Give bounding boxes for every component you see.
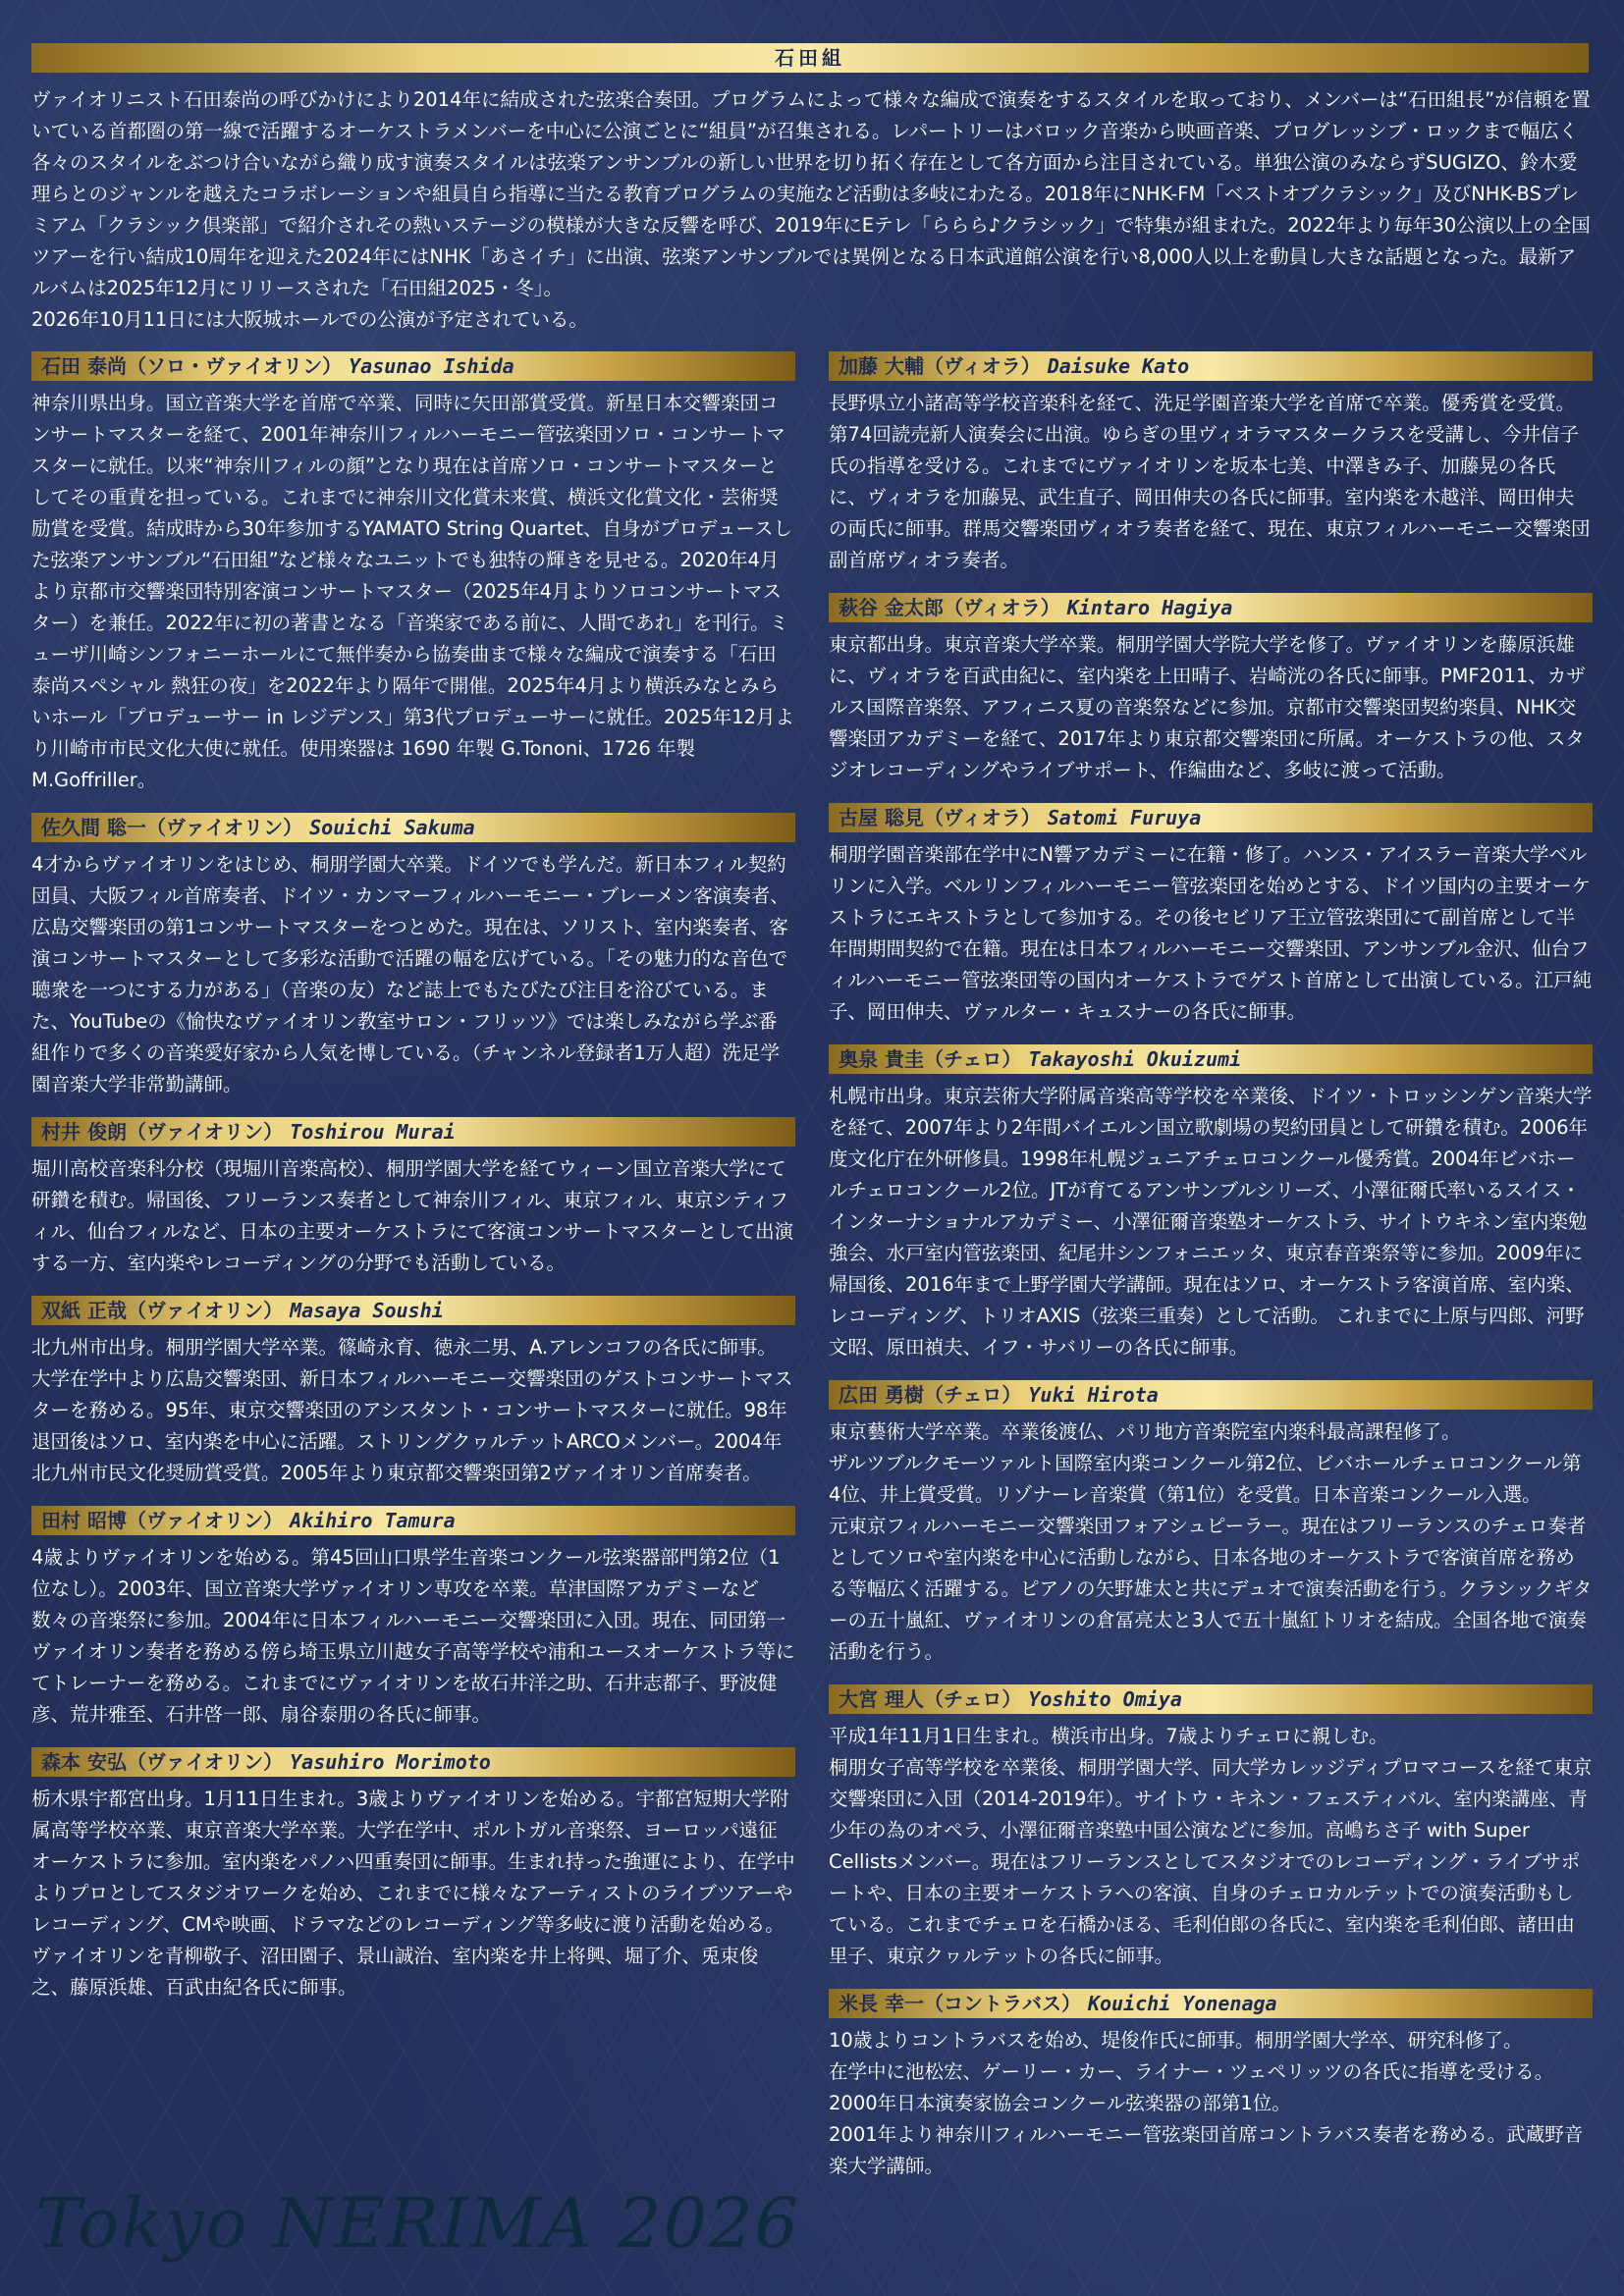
member-profile [31, 1506, 795, 1731]
member-profile [829, 351, 1593, 576]
member-name-bar [829, 593, 1593, 622]
member-name: 双紙 正哉（ヴァイオリン） [41, 1299, 284, 1322]
group-intro: ヴァイオリニスト石田泰尚の呼びかけにより2014年に結成された弦楽合奏団。プログラムによって様々な編成で演奏をするスタイルを取っており、メンバーは“石田組長”が信頼を置いている首都圏の第一線で活躍するオーケストラメンバーを中心に公演ごとに“組員”が召集される。レパートリーはバロック音楽から映画音楽、プログレッシブ・ロックまで幅広く各々のスタイルをぶつけ合いながら織り成す演奏スタイルは弦楽アンサンブルの新しい世界を切り拓く存在として各方面から注目されている。単独公演のみならずSUGIZO、鈴木愛理らとのジャンルを越えたコラボレーションや組員自ら指導に当たる教育プログラムの実施など活動は多岐にわたる。2018年にNHK-FM「ベストオブクラシック」及びNHK-BSプレミアム「クラシック倶楽部」で紹介されその熱いステージの模様が大きな反響を呼び、2019年にEテレ「ららら♪クラシック」で特集が組まれた。2022年より毎年30公演以上の全国ツアーを行い結成10周年を迎えた2024年にはNHK「あさイチ」に出演、弦楽アンサンブルでは異例となる日本武道館公演を行い8,000人以上を動員し大きな話題となった。最新アルバムは2025年12月にリリースされた「石田組2025・冬」。 2026年10月11日には大阪城ホールでの公演が予定されている。 [31, 88, 1591, 331]
member-romaji: Satomi Furuya [1047, 806, 1202, 829]
member-name-bar [829, 1989, 1593, 2018]
member-romaji: Yoshito Omiya [1028, 1687, 1182, 1711]
member-name: 萩谷 金太郎（ヴィオラ） [839, 596, 1060, 619]
member-bio: 東京都出身。東京音楽大学卒業。桐朋学園大学院大学を修了。ヴァイオリンを藤原浜雄に、ヴィオラを百武由紀に、室内楽を上田晴子、岩崎洸の各氏に師事。PMF2011、カザルス国際音楽祭、アフィニス夏の音楽祭などに参加。京都市交響楽団契約楽員、NHK交響楽団アカデミーを経て、2017年より東京都交響楽団に所属。オーケストラの他、スタジオレコーディングやライブサポート、作編曲など、多岐に渡って活動。 [829, 633, 1586, 781]
group-title-bar [31, 43, 1589, 73]
member-profile [829, 1380, 1593, 1668]
member-name: 村井 俊朗（ヴァイオリン） [41, 1120, 284, 1144]
member-bio: 10歳よりコントラバスを始め、堤俊作氏に師事。桐朋学園大学卒、研究科修了。 在学中に池松宏、ゲーリー・カー、ライナー・ツェペリッツの各氏に指導を受ける。 2000年日本演奏家協会コンクール弦楽器の部第1位。 2001年より神奈川フィルハーモニー管弦楽団首席コントラバス奏者を務める。武蔵野音楽大学講師。 [829, 2029, 1584, 2177]
member-name-bar [31, 813, 795, 842]
member-name-bar [31, 1747, 795, 1777]
member-romaji: Daisuke Kato [1047, 354, 1190, 378]
member-name-bar [31, 1296, 795, 1325]
member-bio: 長野県立小諸高等学校音楽科を経て、洗足学園音楽大学を首席で卒業。優秀賞を受賞。第74回読売新人演奏会に出演。ゆらぎの里ヴィオラマスタークラスを受講し、今井信子氏の指導を受ける。これまでにヴァイオリンを坂本七美、中澤きみ子、加藤晃の各氏に、ヴィオラを加藤晃、武生直子、岡田伸夫の各氏に師事。室内楽を木越洋、岡田伸夫の両氏に師事。群馬交響楽団ヴィオラ奏者を経て、現在、東京フィルハーモニー交響楽団副首席ヴィオラ奏者。 [829, 392, 1591, 571]
member-romaji: Yuki Hirota [1028, 1383, 1159, 1407]
member-name: 大宮 理人（チェロ） [839, 1687, 1022, 1711]
member-name: 古屋 聡見（ヴィオラ） [839, 806, 1041, 829]
member-bio: 栃木県宇都宮出身。1月11日生まれ。3歳よりヴァイオリンを始める。宇都宮短期大学附属高等学校卒業、東京音楽大学卒業。大学在学中、ポルトガル音楽祭、ヨーロッパ遠征オーケストラに参加。室内楽をパノハ四重奏団に師事。生まれ持った強運により、在学中よりプロとしてスタジオワークを始め、これまでに様々なアーティストのライブツアーやレコーディング、CMや映画、ドラマなどのレコーディング等多岐に渡り活動を始める。ヴァイオリンを青柳敬子、沼田園子、景山誠治、室内楽を井上将興、堀了介、兎束俊之、藤原浜雄、百武由紀各氏に師事。 [31, 1788, 795, 1999]
member-profile [31, 1296, 795, 1489]
member-bio: 北九州市出身。桐朋学園大学卒業。篠崎永育、徳永二男、A.アレンコフの各氏に師事。大学在学中より広島交響楽団、新日本フィルハーモニー交響楽団のゲストコンサートマスターを務める。95年、東京交響楽団のアシスタント・コンサートマスターに就任。98年退団後はソロ、室内楽を中心に活躍。ストリングクヮルテットARCOメンバー。2004年北九州市民文化奨励賞受賞。2005年より東京都交響楽団第2ヴァイオリン首席奏者。 [31, 1336, 793, 1484]
member-profile [31, 1117, 795, 1279]
member-name-bar [829, 803, 1593, 832]
member-romaji: Takayoshi Okuizumi [1028, 1047, 1242, 1071]
member-romaji: Masaya Soushi [290, 1299, 444, 1322]
member-name: 佐久間 聡一（ヴァイオリン） [41, 816, 303, 839]
member-romaji: Kintaro Hagiya [1066, 596, 1233, 619]
member-profile [31, 1747, 795, 2003]
member-profile [31, 813, 795, 1100]
member-romaji: Yasunao Ishida [349, 354, 514, 378]
member-name-bar [829, 1380, 1593, 1410]
member-romaji: Toshirou Murai [290, 1120, 456, 1144]
member-bio: 札幌市出身。東京芸術大学附属音楽高等学校を卒業後、ドイツ・トロッシンゲン音楽大学を経て、2007年より2年間バイエルン国立歌劇場の契約団員として研鑽を積む。2006年度文化庁在外研修員。1998年札幌ジュニアチェロコンクール優秀賞。2004年ビバホールチェロコンクール2位。JTが育てるアンサンブルシリーズ、小澤征爾氏率いるスイス・インターナショナルアカデミー、小澤征爾音楽塾オーケストラ、サイトウキネン室内楽勉強会、水戸室内管弦楽団、紀尾井シンフォニエッタ、東京春音楽祭等に参加。2009年に帰国後、2016年まで上野学園大学講師。現在はソロ、オーケストラ客演首席、室内楽、レコーディング、トリオAXIS（弦楽三重奏）として活動。 これまでに上原与四郎、河野文昭、原田禎夫、イフ・サバリーの各氏に師事。 [829, 1085, 1593, 1359]
member-profile [829, 1684, 1593, 1972]
member-profile [829, 803, 1593, 1028]
member-name-bar [829, 1044, 1593, 1074]
member-romaji: Yasuhiro Morimoto [290, 1750, 491, 1774]
member-name: 広田 勇樹（チェロ） [839, 1383, 1022, 1407]
member-name: 田村 昭博（ヴァイオリン） [41, 1509, 284, 1532]
member-romaji: Akihiro Tamura [290, 1509, 456, 1532]
member-profile [829, 593, 1593, 786]
member-bio: 東京藝術大学卒業。卒業後渡仏、パリ地方音楽院室内楽科最高課程修了。 ザルツブルクモーツァルト国際室内楽コンクール第2位、ビバホールチェロコンクール第4位、井上賞受賞。リゾナーレ音楽賞（第1位）を受賞。日本音楽コンクール入選。 元東京フィルハーモニー交響楽団フォアシュピーラー。現在はフリーランスのチェロ奏者としてソロや室内楽を中心に活動しながら、日本各地のオーケストラで客演首席を務める等幅広く活躍する。ピアノの矢野雄太と共にデュオで演奏活動を行う。クラシックギターの五十嵐紅、ヴァイオリンの倉冨亮太と3人で五十嵐紅トリオを結成。全国各地で演奏活動を行う。 [829, 1420, 1593, 1663]
member-name: 石田 泰尚（ソロ・ヴァイオリン） [41, 354, 343, 378]
member-bio: 桐朋学園音楽部在学中にN響アカデミーに在籍・修了。ハンス・アイスラー音楽大学ベルリンに入学。ベルリンフィルハーモニー管弦楽団を始めとする、ドイツ国内の主要オーケストラにエキストラとして参加する。その後セビリア王立管弦楽団にて副首席として半年間期間契約で在籍。現在は日本フィルハーモニー交響楽団、アンサンブル金沢、仙台フィルハーモニー管弦楽団等の国内オーケストラでゲスト首席として出演している。江戸純子、岡田伸夫、ヴァルター・キュスナーの各氏に師事。 [829, 843, 1593, 1023]
member-name: 森本 安弘（ヴァイオリン） [41, 1750, 284, 1774]
left-member-column [31, 351, 795, 2020]
member-bio: 4才からヴァイオリンをはじめ、桐朋学園大卒業。ドイツでも学んだ。新日本フィル契約団員、大阪フィル首席奏者、ドイツ・カンマーフィルハーモニー・ブレーメン客演奏者、広島交響楽団の第1コンサートマスターをつとめた。現在は、ソリスト、室内楽奏者、客演コンサートマスターとして多彩な活動で活躍の幅を広げている。「その魅力的な音色で聴衆を一つにする力がある」（音楽の友）など誌上でもたびたび注目を浴びている。また、YouTubeの《愉快なヴァイオリン教室サロン・フリッツ》では楽しみながら学ぶ番組作りで多くの音楽愛好家から人気を博している。（チャンネル登録者1万人超）洗足学園音楽大学非常勤講師。 [31, 853, 789, 1095]
member-profile [31, 351, 795, 796]
member-bio: 神奈川県出身。国立音楽大学を首席で卒業、同時に矢田部賞受賞。新星日本交響楽団コンサートマスターを経て、2001年神奈川フィルハーモニー管弦楽団ソロ・コンサートマスターに就任。以来“神奈川フィルの顔”となり現在は首席ソロ・コンサートマスターとしてその重責を担っている。これまでに神奈川文化賞未来賞、横浜文化賞文化・芸術奨励賞を受賞。結成時から30年参加するYAMATO String Quartet、自身がプロデュースした弦楽アンサンブル“石田組”など様々なユニットでも独特の輝きを見せる。2020年4月より京都市交響楽団特別客演コンサートマスター（2025年4月よりソロコンサートマスター）を兼任。2022年に初の著書となる「音楽家である前に、人間であれ」を刊行。ミューザ川崎シンフォニーホールにて無伴奏から協奏曲まで様々な編成で演奏する「石田泰尚スペシャル 熱狂の夜」を2022年より隔年で開催。2025年4月より横浜みなとみらいホール「プロデューサー in レジデンス」第3代プロデューサーに就任。2025年12月より川崎市市民文化大使に就任。使用楽器は 1690 年製 G.Tononi、1726 年製 M.Goffriller。 [31, 392, 794, 791]
member-name: 米長 幸一（コントラバス） [839, 1992, 1081, 2015]
member-profile [829, 1989, 1593, 2182]
member-name: 奥泉 貴圭（チェロ） [839, 1047, 1022, 1071]
member-romaji: Kouichi Yonenaga [1087, 1992, 1277, 2015]
event-logo-mark: Tokyo NERIMA 2026 [35, 2183, 801, 2264]
member-bio: 堀川高校音楽科分校（現堀川音楽高校）、桐朋学園大学を経てウィーン国立音楽大学にて研鑽を積む。帰国後、フリーランス奏者として神奈川フィル、東京フィル、東京シティフィル、仙台フィルなど、日本の主要オーケストラにて客演コンサートマスターとして出演する一方、室内楽やレコーディングの分野でも活動している。 [31, 1157, 794, 1274]
member-bio: 4歳よりヴァイオリンを始める。第45回山口県学生音楽コンクール弦楽器部門第2位（1位なし）。2003年、国立音楽大学ヴァイオリン専攻を卒業。草津国際アカデミーなど数々の音楽祭に参加。2004年に日本フィルハーモニー交響楽団に入団。現在、同団第一ヴァイオリン奏者を務める傍ら埼玉県立川越女子高等学校や浦和ユースオーケストラ等にてトレーナーを務める。これまでにヴァイオリンを故石井洋之助、石井志都子、野波健彦、荒井雅至、石井啓一郎、扇谷泰朋の各氏に師事。 [31, 1546, 795, 1726]
member-profile [829, 1044, 1593, 1363]
member-name-bar [31, 1506, 795, 1535]
member-bio: 平成1年11月1日生まれ。横浜市出身。7歳よりチェロに親しむ。 桐朋女子高等学校を卒業後、桐朋学園大学、同大学カレッジディプロマコースを経て東京交響楽団に入団（2014-2019年）。サイトウ・キネン・フェスティバル、室内楽講座、青少年の為のオペラ、小澤征爾音楽塾中国公演などに参加。高嶋ちさ子 with Super Cellistsメンバー。現在はフリーランスとしてスタジオでのレコーディング・ライブサポートや、日本の主要オーケストラへの客演、自身のチェロカルテットでの演奏活動もしている。これまでチェロを石橋かほる、毛利伯郎の各氏に、室内楽を毛利伯郎、諸田由里子、東京クヮルテットの各氏に師事。 [829, 1725, 1593, 1967]
member-name-bar [31, 351, 795, 381]
member-name-bar [829, 1684, 1593, 1714]
member-name-bar [829, 351, 1593, 381]
right-member-column [829, 351, 1593, 2199]
group-title: 石田組 [775, 46, 845, 70]
member-romaji: Souichi Sakuma [309, 816, 475, 839]
member-name-bar [31, 1117, 795, 1147]
member-name: 加藤 大輔（ヴィオラ） [839, 354, 1041, 378]
